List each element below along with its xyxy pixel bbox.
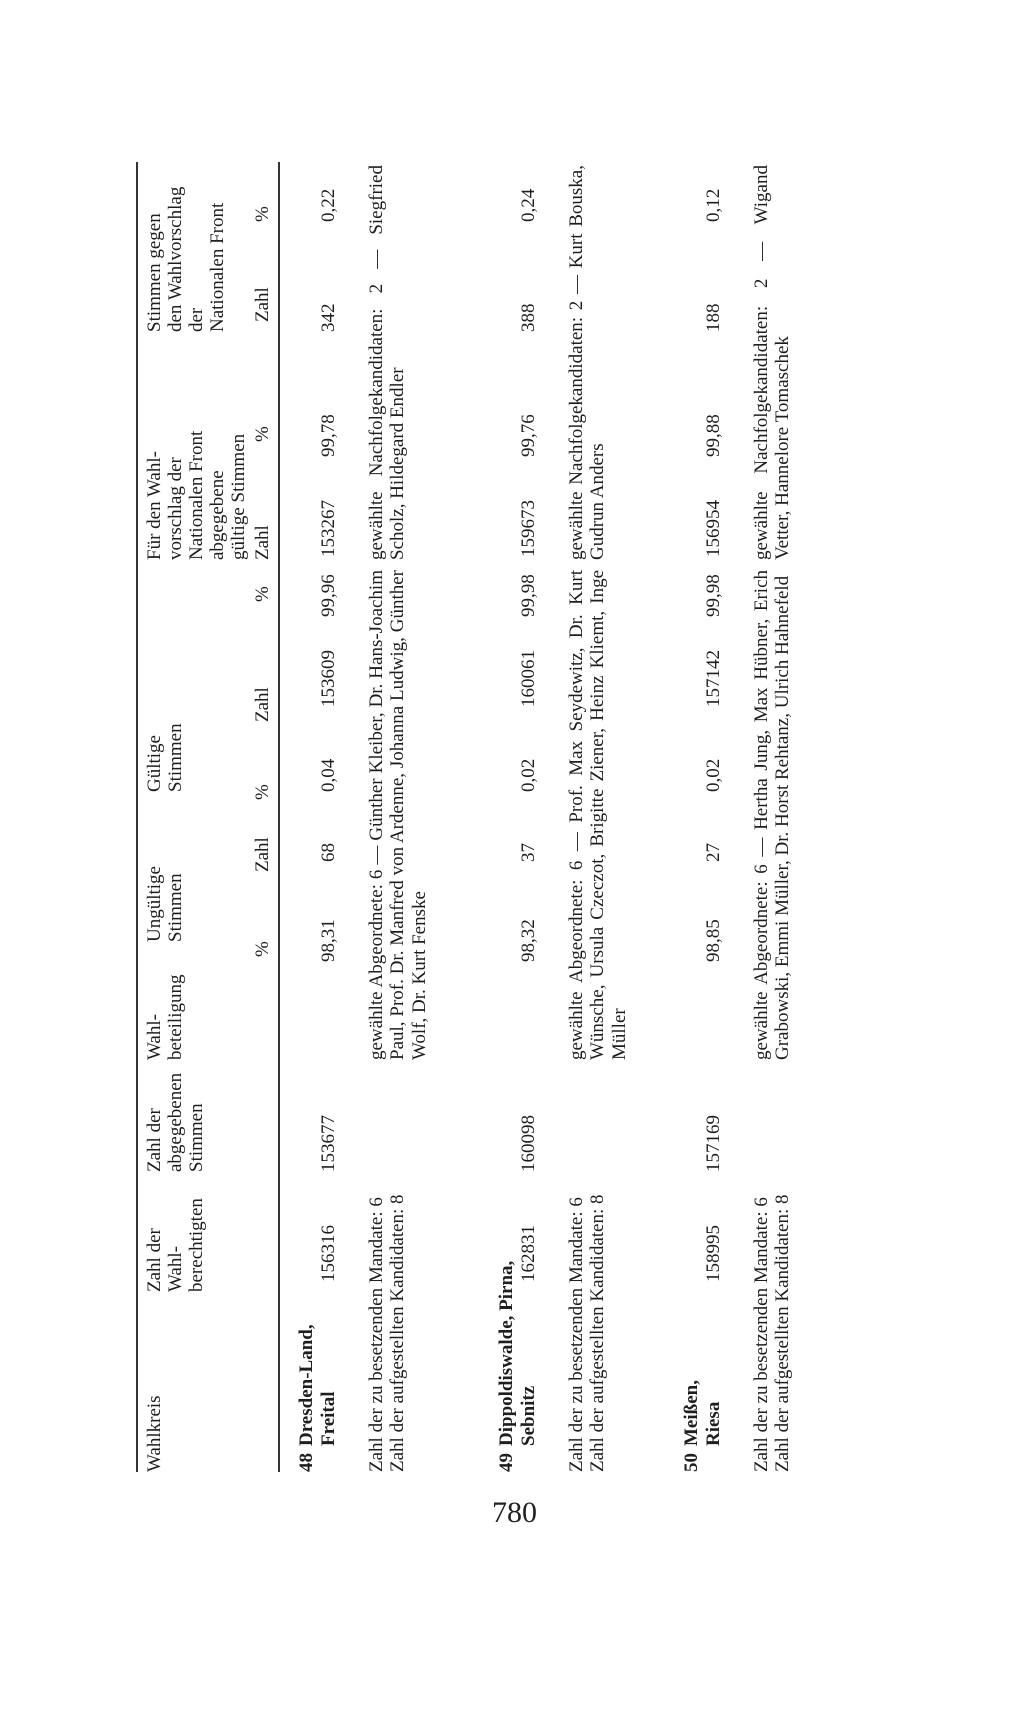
- district-name: Riesa: [703, 1401, 724, 1446]
- ungueltig-zahl-value: 37: [518, 843, 539, 862]
- gueltig-zahl-value: 160061: [518, 650, 539, 707]
- ungueltig-percent-value: 0,02: [518, 758, 539, 792]
- ungueltig-percent-value: 0,04: [318, 758, 339, 792]
- district-name: Meißen,: [681, 1380, 702, 1446]
- nachfolge-text: gewählte Nachfolgekandidaten: 2 — Siegfried Scholz, Hildegard Endler: [366, 165, 409, 560]
- abgegebene-value: 153677: [318, 1115, 339, 1172]
- abgegebene-value: 157169: [703, 1115, 724, 1172]
- header-line: abgegebenen: [165, 1072, 186, 1172]
- header-line: Wahl-: [144, 1014, 165, 1060]
- kandidaten-text: Zahl der aufgestellten Kandidaten: 8: [587, 1194, 608, 1472]
- mandate-text: Zahl der zu besetzenden Mandate: 6: [566, 1197, 587, 1472]
- mandate-text: Zahl der zu besetzenden Mandate: 6: [366, 1197, 387, 1472]
- beteiligung-value: 98,32: [518, 919, 539, 962]
- header-wahlkreis: Wahlkreis: [144, 1395, 165, 1472]
- gegen-zahl-value: 342: [318, 303, 339, 332]
- header-line: beteiligung: [165, 974, 186, 1060]
- district-name: Dippoldiswalde, Pirna,: [496, 1260, 517, 1446]
- district-name: Freital: [318, 1391, 339, 1446]
- district-number: 49: [496, 1453, 517, 1472]
- kandidaten-text: Zahl der aufgestellten Kandidaten: 8: [772, 1194, 793, 1472]
- header-line: Wahl-: [165, 1246, 186, 1292]
- header-line: Stimmen: [165, 873, 186, 942]
- gueltig-zahl-value: 153609: [318, 650, 339, 707]
- district-name: Sebnitz: [518, 1385, 539, 1446]
- header-line: Zahl der: [144, 1108, 165, 1172]
- abgeordnete-text: gewählte Abgeordnete: 6 — Hertha Jung, Max Hübner, Erich Grabowski, Emmi Müller, Dr. Horst Rehtanz, Ulrich Hahnefeld: [751, 570, 794, 1060]
- sub-gegen-percent: %: [252, 206, 273, 222]
- abgegebene-value: 160098: [518, 1115, 539, 1172]
- nachfolge-text: gewählte Nachfolgekandidaten: 2 — Kurt Bouska, Gudrun Anders: [566, 165, 609, 560]
- gueltig-zahl-value: 157142: [703, 650, 724, 707]
- page-number: 780: [492, 1496, 537, 1529]
- gegen-percent-value: 0,12: [703, 188, 724, 222]
- header-line: abgegebene: [207, 470, 228, 560]
- header-bottom-rule: [278, 162, 280, 1472]
- gegen-zahl-value: 188: [703, 303, 724, 332]
- wahlberechtigte-value: 158995: [703, 1225, 724, 1282]
- fuer-zahl-value: 159673: [518, 500, 539, 557]
- sub-fuer-zahl: Zahl: [252, 525, 273, 560]
- top-rule: [136, 162, 138, 1472]
- sub-gueltig-percent: %: [252, 586, 273, 602]
- header-line: Nationalen Front: [207, 202, 228, 332]
- gegen-percent-value: 0,24: [518, 188, 539, 222]
- header-line: der: [186, 307, 207, 332]
- header-line: berechtigten: [186, 1198, 207, 1292]
- wahlberechtigte-value: 156316: [318, 1225, 339, 1282]
- district-block: [492, 162, 672, 1472]
- district-number: 50: [681, 1453, 702, 1472]
- fuer-zahl-value: 153267: [318, 500, 339, 557]
- abgeordnete-text: gewählte Abgeordnete: 6 — Prof. Max Seydewitz, Dr. Kurt Wünsche, Ursula Czeczot, Brigitte Ziener, Heinz Kliemt, Inge Müller: [566, 570, 630, 1060]
- sub-ungueltig-percent: %: [252, 784, 273, 800]
- sub-fuer-percent: %: [252, 426, 273, 442]
- header-line: vorschlag der: [165, 457, 186, 560]
- gueltig-percent-value: 99,98: [703, 574, 724, 617]
- wahlberechtigte-value: 162831: [518, 1225, 539, 1282]
- sub-beteiligung-percent: %: [252, 941, 273, 957]
- nachfolge-text: gewählte Nachfolgekandidaten: 2 — Wigand Vetter, Hannelore Tomaschek: [751, 165, 794, 560]
- header-line: Für den Wahl-: [144, 451, 165, 560]
- header-line: Ungültige: [144, 866, 165, 942]
- abgeordnete-text: gewählte Abgeordnete: 6 — Günther Kleiber, Dr. Hans-Joachim Paul, Prof. Dr. Manfred von Ardenne, Johanna Ludwig, Günther Wolf, Dr. Kurt Fenske: [366, 570, 430, 1060]
- ungueltig-percent-value: 0,02: [703, 758, 724, 792]
- gegen-percent-value: 0,22: [318, 188, 339, 222]
- fuer-percent-value: 99,78: [318, 414, 339, 457]
- header-line: Stimmen gegen: [144, 213, 165, 332]
- ungueltig-zahl-value: 27: [703, 843, 724, 862]
- header-line: Stimmen: [186, 1103, 207, 1172]
- header-line: den Wahlvorschlag: [165, 186, 186, 332]
- ungueltig-zahl-value: 68: [318, 843, 339, 862]
- sub-gegen-zahl: Zahl: [252, 287, 273, 322]
- kandidaten-text: Zahl der aufgestellten Kandidaten: 8: [387, 1194, 408, 1472]
- fuer-percent-value: 99,76: [518, 414, 539, 457]
- district-number: 48: [296, 1453, 317, 1472]
- fuer-zahl-value: 156954: [703, 500, 724, 557]
- rotated-election-table: [132, 162, 872, 1472]
- sub-ungueltig-zahl: Zahl: [252, 837, 273, 872]
- sub-gueltig-zahl: Zahl: [252, 687, 273, 722]
- gegen-zahl-value: 388: [518, 303, 539, 332]
- header-line: Stimmen: [165, 723, 186, 792]
- header-line: Zahl der: [144, 1228, 165, 1292]
- header-line: gültige Stimmen: [228, 433, 249, 560]
- gueltig-percent-value: 99,96: [318, 574, 339, 617]
- district-block: [292, 162, 482, 1472]
- district-name: Dresden-Land,: [296, 1324, 317, 1446]
- header-line: Gültige: [144, 735, 165, 792]
- beteiligung-value: 98,85: [703, 919, 724, 962]
- header-line: Nationalen Front: [186, 430, 207, 560]
- gueltig-percent-value: 99,98: [518, 574, 539, 617]
- mandate-text: Zahl der zu besetzenden Mandate: 6: [751, 1197, 772, 1472]
- fuer-percent-value: 99,88: [703, 414, 724, 457]
- beteiligung-value: 98,31: [318, 919, 339, 962]
- district-block: [677, 162, 867, 1472]
